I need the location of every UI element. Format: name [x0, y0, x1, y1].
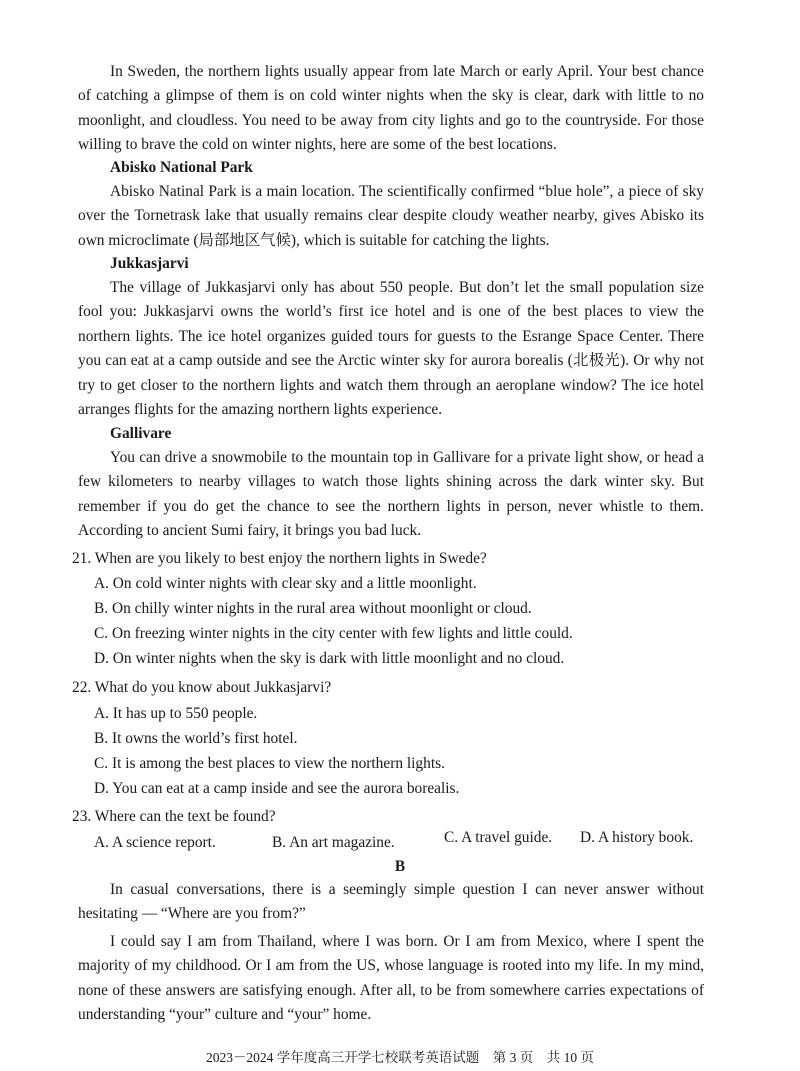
passage-b-paragraph-1: In casual conversations, there is a seemingly simple question I can never answer without hesitating — “Where are you from?”	[78, 881, 704, 923]
question-21-option-a: A. On cold winter nights with clear sky and a little moonlight.	[94, 575, 477, 592]
question-21-stem: 21. When are you likely to best enjoy the northern lights in Swede?	[72, 550, 487, 567]
question-23-stem: 23. Where can the text be found?	[72, 808, 276, 825]
question-21-option-d: D. On winter nights when the sky is dark with little moonlight and no cloud.	[94, 650, 565, 667]
question-23-option-b: B. An art magazine.	[272, 834, 395, 851]
jukkasjarvi-paragraph: The village of Jukkasjarvi only has about 550 people. But don’t let the small population size fool you: Jukkasjarvi owns the world’s first ice hotel and is one of the best places to view the northern lights. The ice hotel organizes guided tours for guests to the Esrange Space Center. There you can eat at a camp outside and see the Arctic winter sky for aurora borealis (北极光). Or why not try to get closer to the northern lights and watch them through an aeroplane window? The ice hotel arranges flights for the amazing northern lights experience.	[78, 279, 704, 419]
page-footer: 2023－2024 学年度高三开学七校联考英语试题 第 3 页 共 10 页	[205, 1050, 595, 1065]
heading-abisko: Abisko National Park	[110, 159, 253, 176]
question-23-options	[94, 831, 714, 853]
gallivare-paragraph: You can drive a snowmobile to the mountain top in Gallivare for a private light show, or head a few kilometers to nearby villages to watch those lights shining across the dark winter sky. But remember if you do get the chance to see the northern lights in person, never whistle to them. According to ancient Sumi fairy, it brings you bad luck.	[78, 449, 704, 540]
heading-jukkasjarvi: Jukkasjarvi	[110, 255, 189, 272]
intro-paragraph: In Sweden, the northern lights usually appear from late March or early April. Your best chance of catching a glimpse of them is on cold winter nights when the sky is clear, dark with little to no moonlight, and cloudless. You need to be away from city lights and go to the countryside. For those willing to brave the cold on winter nights, here are some of the best locations.	[78, 63, 704, 154]
question-23-option-d: D. A history book.	[580, 829, 694, 846]
question-23-option-c: C. A travel guide.	[444, 829, 553, 846]
passage-b-paragraph-2: I could say I am from Thailand, where I was born. Or I am from Mexico, where I spent the majority of my childhood. Or I am from the US, whose language is rooted into my life. In my mind, none of these answers are satisfying enough. After all, to be from somewhere carries expectations of understanding “your” culture and “your” home.	[78, 933, 704, 1024]
question-21-option-b: B. On chilly winter nights in the rural area without moonlight or cloud.	[94, 600, 532, 617]
question-22-option-a: A. It has up to 550 people.	[94, 705, 258, 722]
question-22-option-b: B. It owns the world’s first hotel.	[94, 730, 298, 747]
heading-gallivare: Gallivare	[110, 425, 172, 442]
question-22-option-d: D. You can eat at a camp inside and see the aurora borealis.	[94, 780, 460, 797]
section-b-label: B	[394, 858, 406, 875]
question-22-option-c: C. It is among the best places to view the northern lights.	[94, 755, 445, 772]
question-22-stem: 22. What do you know about Jukkasjarvi?	[72, 679, 332, 696]
abisko-paragraph: Abisko Natinal Park is a main location. The scientifically confirmed “blue hole”, a piece of sky over the Tornetrask lake that usually remains clear despite cloudy weather nearby, gives Abisko its own microclimate (局部地区气候), which is suitable for catching the lights.	[78, 183, 704, 249]
question-21-option-c: C. On freezing winter nights in the city center with few lights and little could.	[94, 625, 573, 642]
question-23-option-a: A. A science report.	[94, 834, 216, 851]
